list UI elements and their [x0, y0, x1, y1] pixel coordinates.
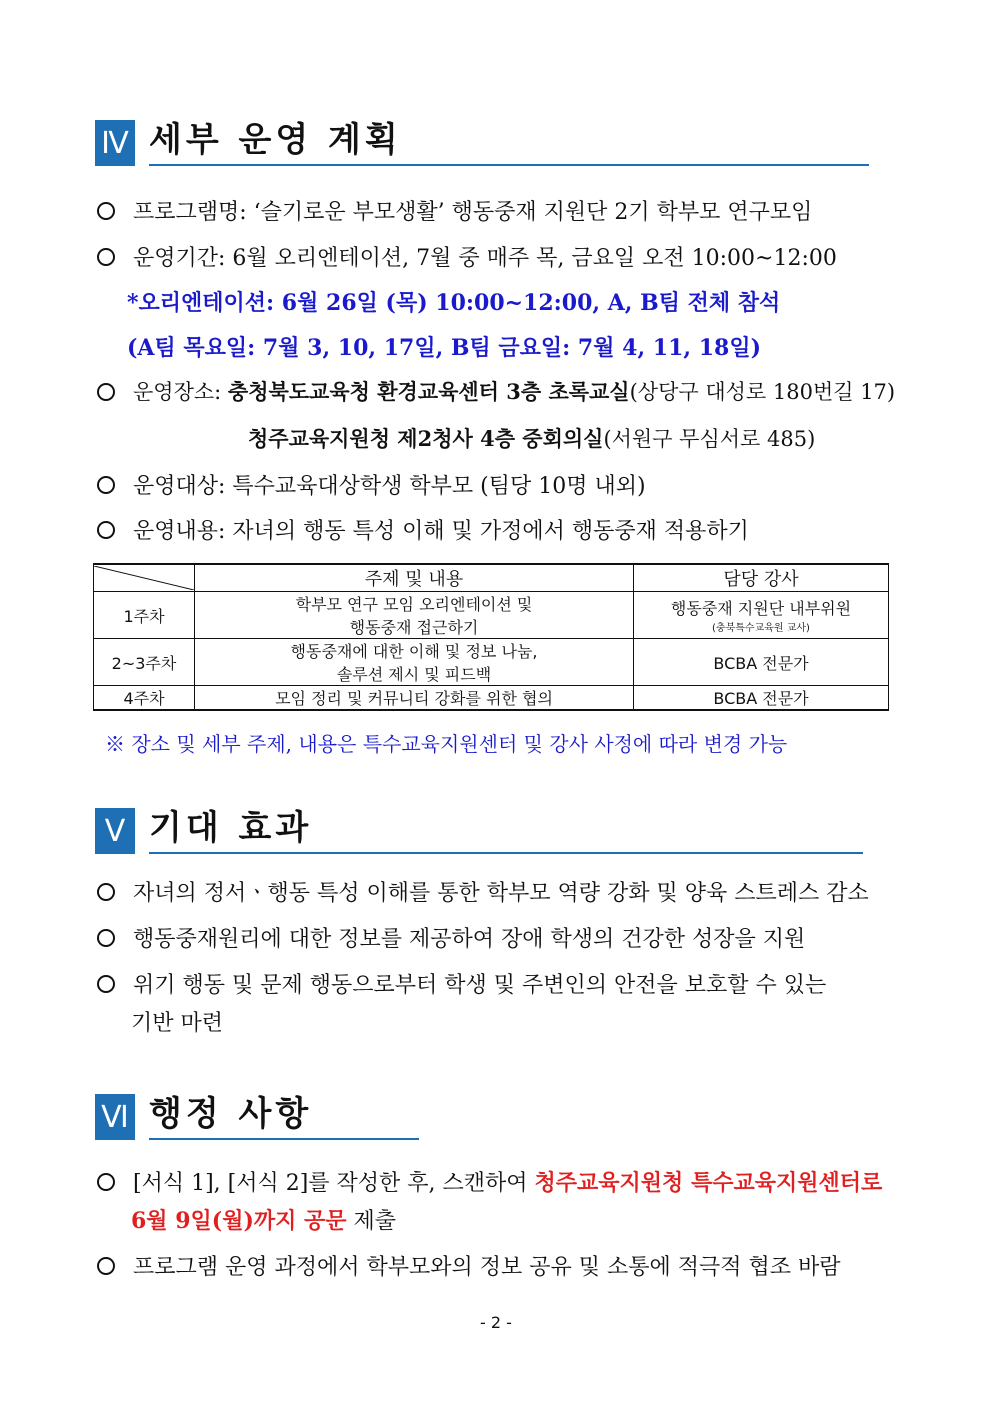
table-row	[94, 592, 889, 639]
circle-bullet-icon	[97, 521, 115, 539]
circle-bullet-icon	[97, 975, 115, 993]
place-2: 청주교육지원청 제2청사 4층 중회의실	[248, 426, 604, 451]
submission-deadline: 6월 9일(월)까지 공문	[131, 1208, 347, 1234]
section-number: Ⅵ	[95, 1094, 135, 1140]
effect-text: 위기 행동 및 문제 행동으로부터 학생 및 주변인의 안전을 보호할 수 있는	[133, 973, 827, 998]
list-item	[97, 514, 749, 545]
circle-bullet-icon	[97, 202, 115, 220]
topic-line: 학부모 연구 모임 오리엔테이션 및	[295, 595, 533, 614]
team-schedule: (A팀 목요일: 7월 3, 10, 17일, B팀 금요일: 7월 4, 11, 18일)	[127, 335, 761, 361]
instructor-cell: BCBA 전문가	[634, 686, 889, 711]
list-item	[97, 1166, 882, 1197]
list-item	[97, 968, 826, 999]
list-item	[97, 241, 837, 272]
admin-text: 제출	[346, 1209, 397, 1234]
list-item	[97, 1250, 841, 1281]
section-title: 기대 효과	[149, 806, 863, 854]
place-1-address: (상당구 대성로 180번길 17)	[629, 380, 896, 404]
section-v-heading	[95, 806, 863, 854]
list-item	[97, 922, 805, 953]
topic-cell	[195, 639, 634, 686]
effect-text-continued: 기반 마련	[131, 1011, 224, 1036]
topic-line: 행동중재에 대한 이해 및 정보 나눔,	[290, 642, 538, 661]
instructor-cell	[634, 592, 889, 639]
topic-line: 행동중재 접근하기	[349, 618, 479, 637]
circle-bullet-icon	[97, 883, 115, 901]
list-item	[97, 195, 812, 226]
effect-text: 자녀의 정서ㆍ행동 특성 이해를 통한 학부모 역량 강화 및 양육 스트레스 감소	[133, 881, 869, 906]
effect-text: 행동중재원리에 대한 정보를 제공하여 장애 학생의 건강한 성장을 지원	[133, 927, 806, 952]
col-instructor: 담당 강사	[634, 564, 889, 592]
admin-text: [서식 1], [서식 2]를 작성한 후, 스캔하여	[133, 1171, 535, 1196]
admin-text: 프로그램 운영 과정에서 학부모와의 정보 공유 및 소통에 적극적 협조 바람	[133, 1255, 841, 1280]
place-2-address: (서원구 무심서로 485)	[603, 427, 816, 451]
topic-cell	[195, 592, 634, 639]
table-row	[94, 686, 889, 711]
list-item	[97, 876, 869, 907]
circle-bullet-icon	[97, 248, 115, 266]
table-header-row	[94, 564, 889, 592]
week-cell: 2~3주차	[94, 639, 195, 686]
diagonal-line	[94, 566, 194, 590]
section-iv-heading	[95, 118, 869, 166]
diagonal-header-cell	[94, 564, 195, 592]
list-item	[97, 469, 646, 500]
circle-bullet-icon	[97, 1173, 115, 1191]
instructor-note: (충북특수교육원 교사)	[712, 623, 810, 634]
list-item-continued	[131, 1204, 396, 1235]
circle-bullet-icon	[97, 476, 115, 494]
instructor-line: 행동중재 지원단 내부위원	[670, 599, 852, 618]
week-cell: 1주차	[94, 592, 195, 639]
orientation-note: *오리엔테이션: 6월 26일 (목) 10:00~12:00, A, B팀 전체 참석	[127, 290, 781, 316]
instructor-cell: BCBA 전문가	[634, 639, 889, 686]
list-item	[97, 376, 895, 406]
section-title: 행정 사항	[149, 1092, 419, 1140]
circle-bullet-icon	[97, 1257, 115, 1275]
section-number: Ⅳ	[95, 120, 135, 166]
submission-destination: 청주교육지원청 특수교육지원센터로	[534, 1170, 883, 1196]
col-topic: 주제 및 내용	[195, 564, 634, 592]
page-number: - 2 -	[480, 1313, 512, 1332]
circle-bullet-icon	[97, 383, 115, 401]
section-number: Ⅴ	[95, 808, 135, 854]
section-vi-heading	[95, 1092, 419, 1140]
table-row	[94, 639, 889, 686]
week-cell: 4주차	[94, 686, 195, 711]
section-title: 세부 운영 계획	[149, 118, 869, 166]
operation-period: 운영기간: 6월 오리엔테이션, 7월 중 매주 목, 금요일 오전 10:00~12:00	[133, 246, 837, 271]
list-item	[248, 423, 815, 453]
operation-target: 운영대상: 특수교육대상학생 학부모 (팀당 10명 내외)	[133, 474, 646, 499]
schedule-table	[93, 563, 889, 711]
place-1: 충청북도교육청 환경교육센터 3층 초록교실	[227, 379, 630, 404]
change-notice: ※ 장소 및 세부 주제, 내용은 특수교육지원센터 및 강사 사정에 따라 변경 가능	[105, 732, 788, 756]
program-name: 프로그램명: ‘슬기로운 부모생활’ 행동중재 지원단 2기 학부모 연구모임	[133, 200, 813, 225]
circle-bullet-icon	[97, 929, 115, 947]
operation-content: 운영내용: 자녀의 행동 특성 이해 및 가정에서 행동중재 적용하기	[133, 519, 749, 544]
place-label: 운영장소:	[133, 380, 228, 404]
topic-line: 솔루션 제시 및 피드백	[336, 665, 492, 684]
topic-cell: 모임 정리 및 커뮤니티 강화를 위한 협의	[195, 686, 634, 711]
